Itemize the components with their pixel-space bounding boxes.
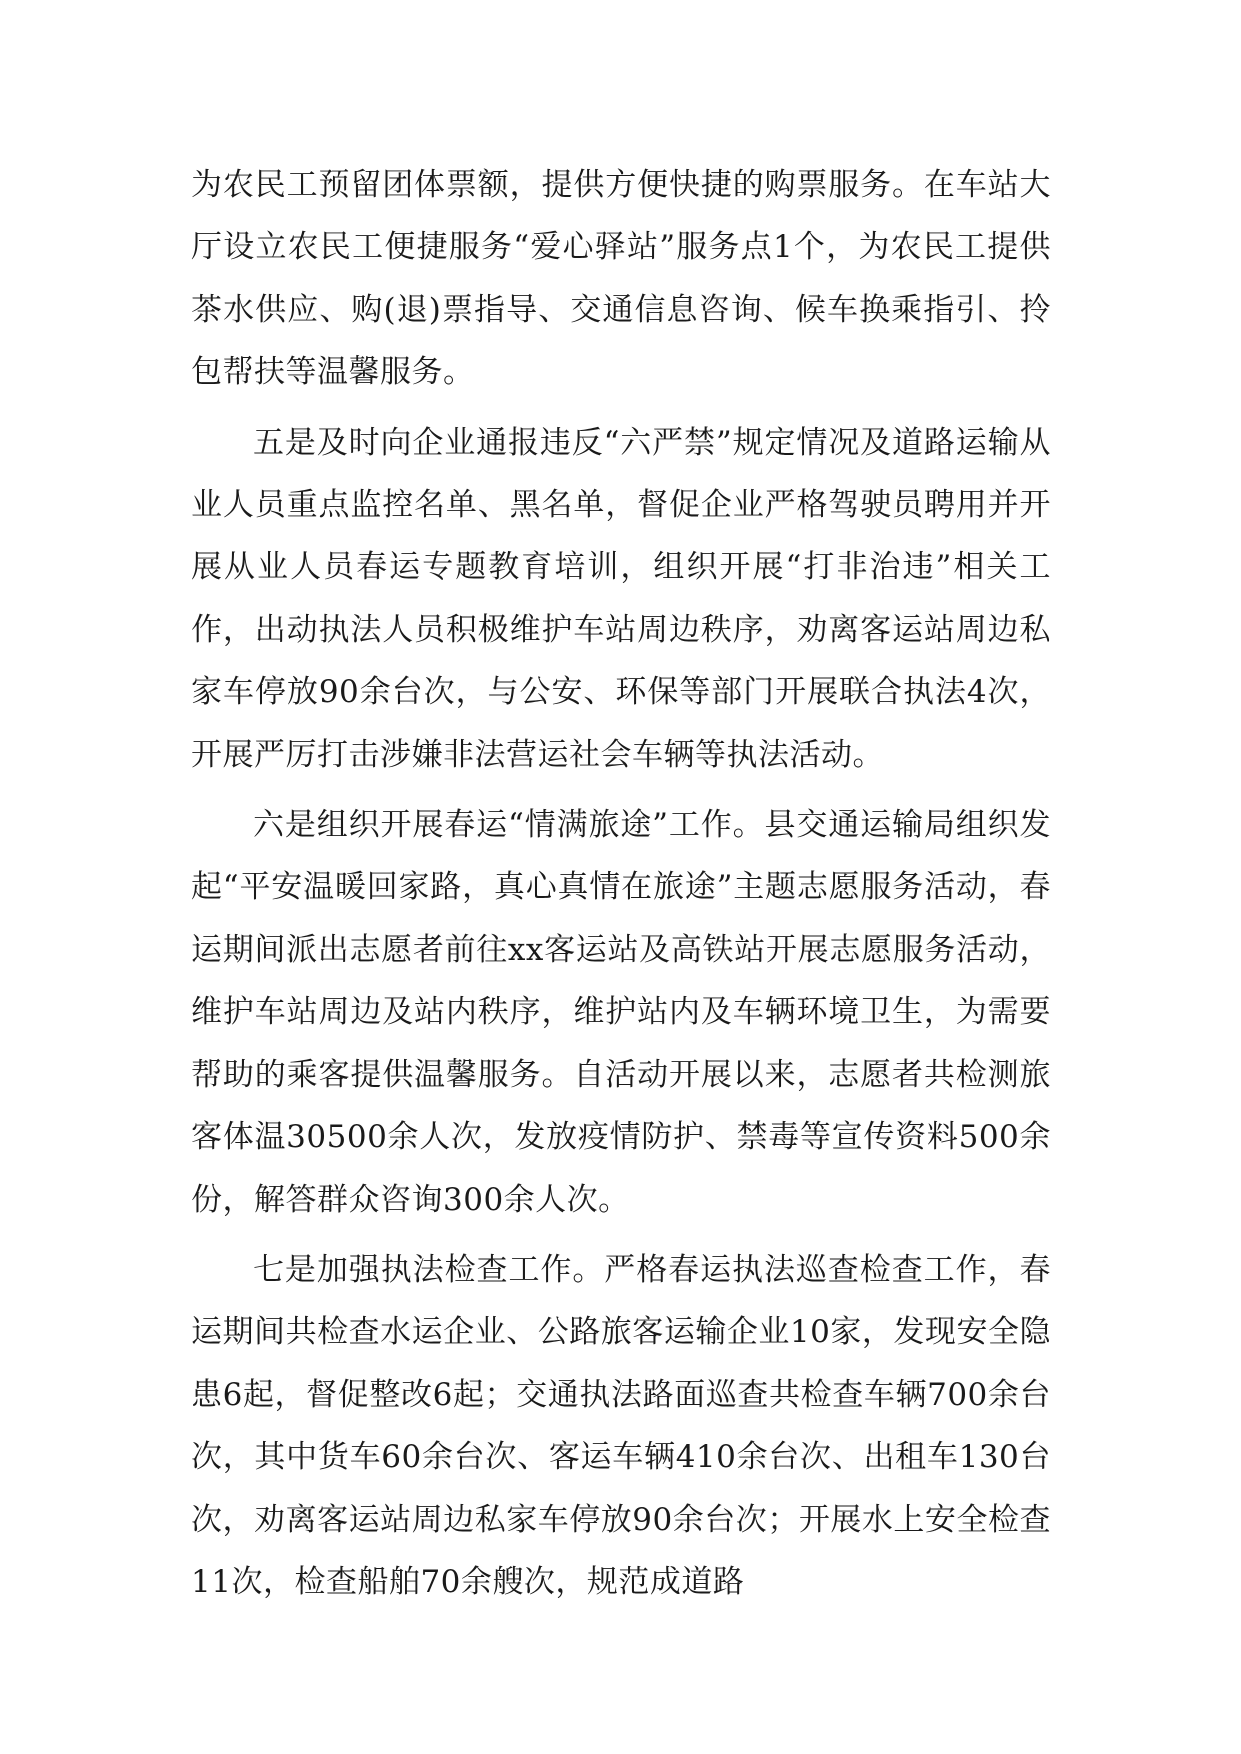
document-body [191, 154, 1051, 1621]
paragraph-continuation: 为农民工预留团体票额，提供方便快捷的购票服务。在车站大厅设立农民工便捷服务“爱心驿站”服务点1个，为农民工提供茶水供应、购(退)票指导、交通信息咨询、候车换乘指引、拎包帮扶等温馨服务。 [191, 167, 1051, 391]
paragraph-item-seven: 七是加强执法检查工作。严格春运执法巡查检查工作，春运期间共检查水运企业、公路旅客运输企业10家，发现安全隐患6起，督促整改6起；交通执法路面巡查共检查车辆700余台次，其中货车60余台次、客运车辆410余台次、出租车130台次，劝离客运站周边私家车停放90余台次；开展水上安全检查11次，检查船舶70余艘次，规范成道路 [191, 1251, 1051, 1600]
paragraph-item-five: 五是及时向企业通报违反“六严禁”规定情况及道路运输从业人员重点监控名单、黑名单，督促企业严格驾驶员聘用并开展从业人员春运专题教育培训，组织开展“打非治违”相关工作，出动执法人员积极维护车站周边秩序，劝离客运站周边私家车停放90余台次，与公安、环保等部门开展联合执法4次，开展严厉打击涉嫌非法营运社会车辆等执法活动。 [191, 424, 1051, 773]
paragraph-item-six: 六是组织开展春运“情满旅途”工作。县交通运输局组织发起“平安温暖回家路，真心真情在旅途”主题志愿服务活动，春运期间派出志愿者前往xx客运站及高铁站开展志愿服务活动，维护车站周边及站内秩序，维护站内及车辆环境卫生，为需要帮助的乘客提供温馨服务。自活动开展以来，志愿者共检测旅客体温30500余人次，发放疫情防护、禁毒等宣传资料500余份，解答群众咨询300余人次。 [191, 807, 1051, 1218]
